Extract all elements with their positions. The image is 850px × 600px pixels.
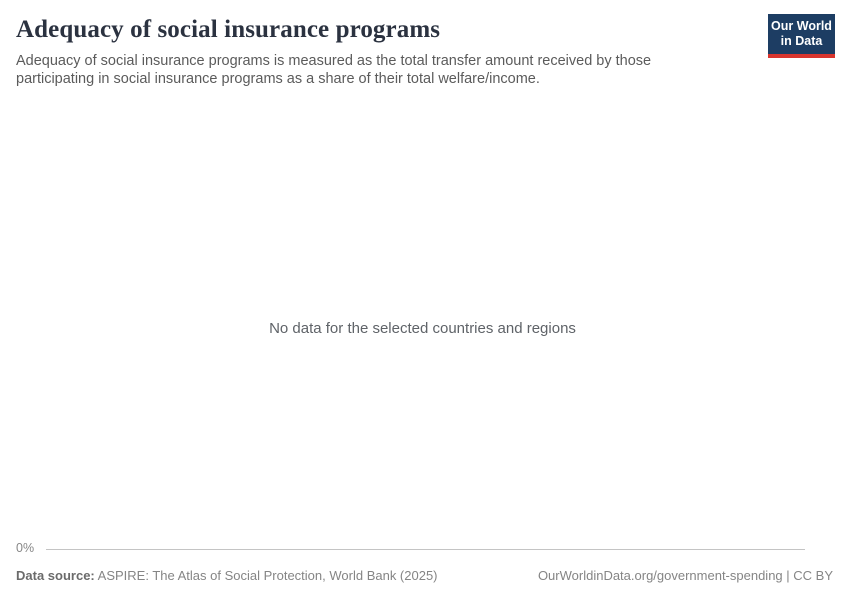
y-axis-tick-label: 0%: [16, 541, 35, 555]
owid-logo-red-bar: [768, 54, 835, 58]
no-data-message: No data for the selected countries and regions: [269, 320, 576, 337]
plot-area: [0, 95, 845, 540]
x-axis-line: [46, 549, 805, 550]
data-source-link[interactable]: ASPIRE: The Atlas of Social Protection, World Bank (2025): [97, 568, 438, 583]
data-source-line: [16, 568, 438, 583]
data-source-label: Data source:: [16, 568, 95, 583]
chart-subtitle: Adequacy of social insurance programs is measured as the total transfer amount received by those participating in social insurance programs as a share of their total welfare/income.: [16, 53, 652, 87]
owid-logo-line2: in Data: [780, 34, 823, 49]
owid-logo[interactable]: [768, 14, 835, 58]
owid-logo-line1: Our World: [771, 19, 832, 33]
owid-url-license-link[interactable]: OurWorldinData.org/government-spending | CC BY: [537, 568, 833, 583]
owid-logo-box: [768, 14, 835, 54]
footer: [16, 568, 833, 583]
chart-title: Adequacy of social insurance programs: [16, 16, 441, 43]
